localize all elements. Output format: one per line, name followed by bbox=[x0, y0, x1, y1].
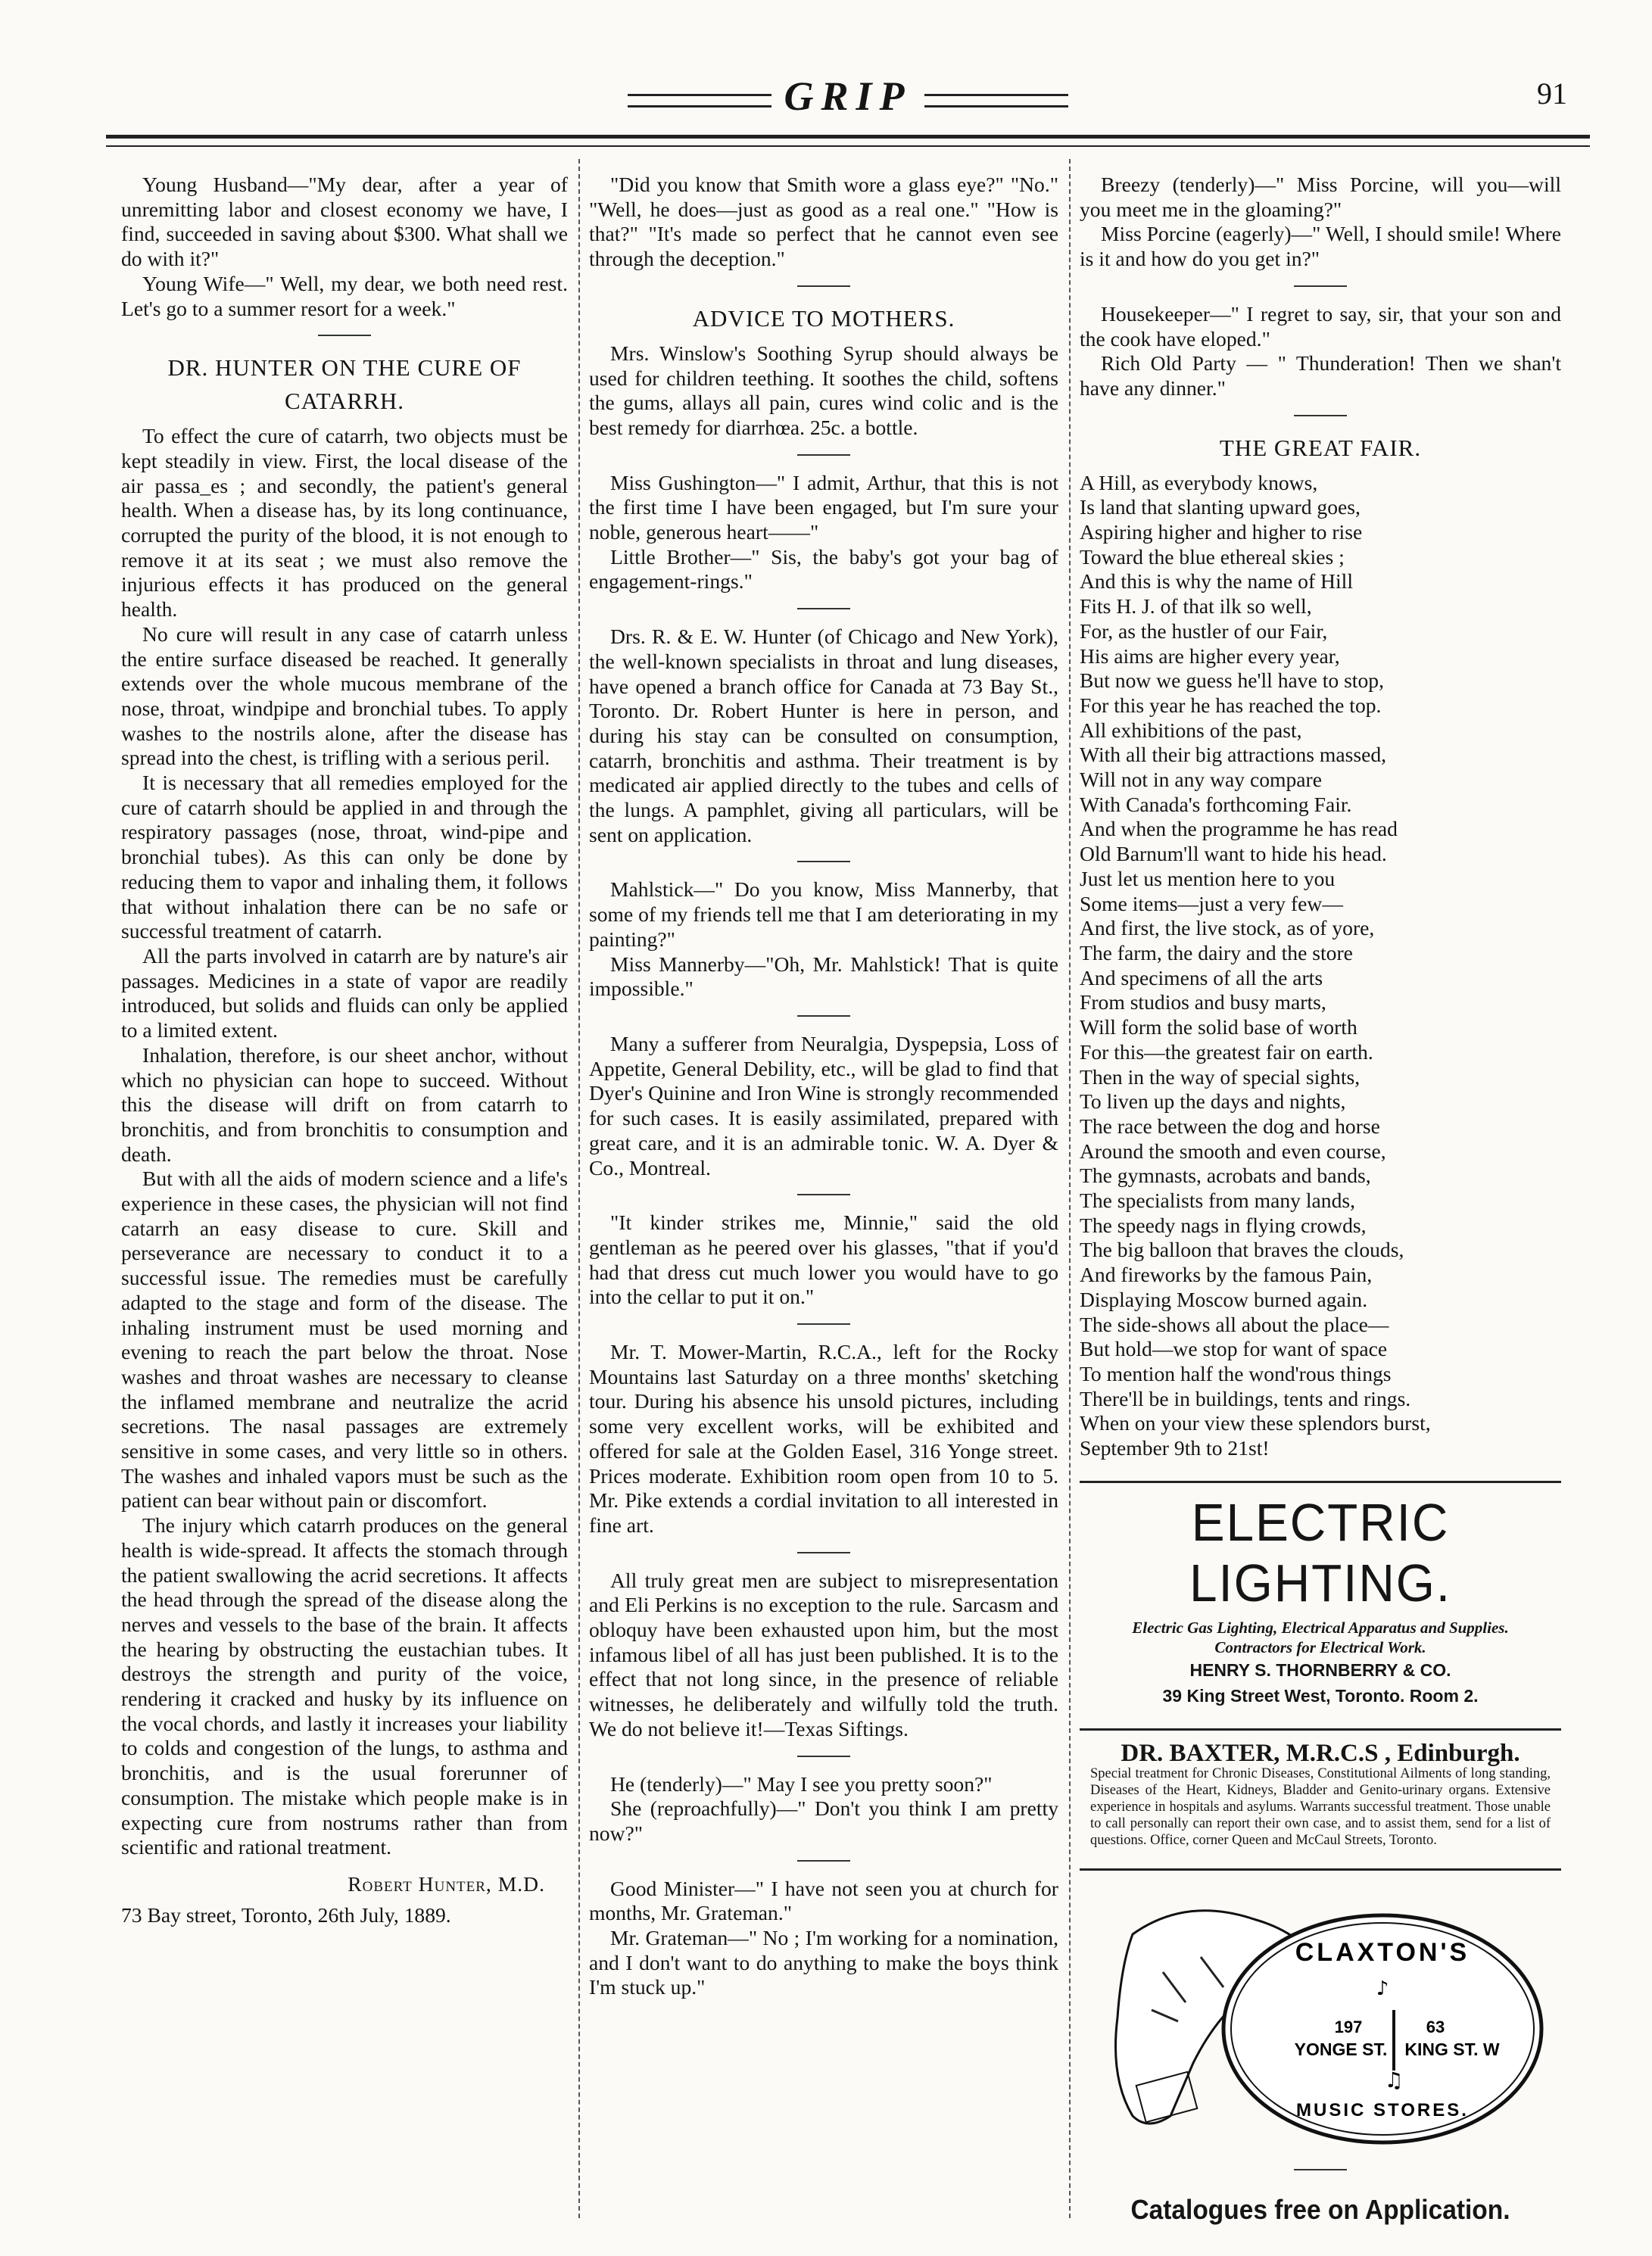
poem-line: For, as the hustler of our Fair, bbox=[1080, 619, 1328, 643]
masthead-title: GRIP bbox=[784, 73, 912, 119]
poem-line: Will form the solid base of worth bbox=[1080, 1015, 1357, 1039]
column-1 bbox=[121, 173, 568, 1927]
header-rule bbox=[106, 135, 1590, 147]
husband-wife-joke: Young Husband—"My dear, after a year of unremitting labor and closest economy we have, I find, succeeded in saving about $300. What shall we do with it?" bbox=[121, 173, 568, 271]
poem-line: The race between the dog and horse bbox=[1080, 1114, 1380, 1138]
article-paragraph: To effect the cure of catarrh, two objects must be kept steadily in view. First, the local disease of the air passa_es ; and secondly, the patient's general health. When a disease has, by its long continuance, corrupted the purity of the blood, it is not enough to remove it at its seat ; we must also remove the injurious effects it has produced on the general health. bbox=[121, 424, 568, 622]
housekeeper-joke: Housekeeper—" I regret to say, sir, that your son and the cook have eloped." bbox=[1080, 301, 1561, 351]
gushington-joke: Miss Gushington—" I admit, Arthur, that this is not the first time I have been engaged, but I'm sure your noble, generous heart——" bbox=[589, 470, 1058, 544]
page-header bbox=[106, 70, 1590, 123]
he-she-joke-reply: She (reproachfully)—" Don't you think I am pretty now?" bbox=[589, 1796, 1058, 1845]
poem-line: Fits H. J. of that ilk so well, bbox=[1080, 594, 1312, 619]
separator bbox=[1294, 415, 1347, 416]
poem-line: Aspiring higher and higher to rise bbox=[1080, 520, 1363, 544]
husband-wife-joke-reply: Young Wife—" Well, my dear, we both need rest. Let's go to a summer resort for a week." bbox=[121, 271, 568, 320]
poem-line: The specialists from many lands, bbox=[1080, 1189, 1356, 1213]
baxter-ad bbox=[1080, 1741, 1561, 1849]
article-paragraph: All the parts involved in catarrh are by nature's air passages. Medicines in a state of vapor are readily introduced, but solids and fluids can only be applied to a limited extent. bbox=[121, 943, 568, 1042]
poem-line: Will not in any way compare bbox=[1080, 768, 1322, 792]
ad-divider bbox=[1080, 1481, 1561, 1483]
poem-line: Old Barnum'll want to hide his head. bbox=[1080, 842, 1387, 866]
poem-line: Toward the blue ethereal skies ; bbox=[1080, 544, 1345, 569]
separator bbox=[318, 335, 371, 336]
poem-line: With Canada's forthcoming Fair. bbox=[1080, 792, 1352, 816]
article-heading-line2: CATARRH. bbox=[285, 388, 404, 415]
article-paragraph: But with all the aids of modern science and a life's experience in these cases, the physician will not find catarrh an easy disease to cure. Skill and perseverance are necessary to conduct it to a successful issue. The remedies must be carefully adapted to the stage and form of the disease. The inhaling instrument must be used morning and evening to reach the part below the throat. Nose washes and throat washes are necessary to cleanse the inflamed membrane and neutralize the acrid secretions. The nasal passages are extremely sensitive in some cases, and very little so in others. The washes and inhaled vapors must be such as the patient can bear without pain or discomfort. bbox=[121, 1167, 568, 1513]
claxton-name: CLAXTON'S bbox=[1295, 1938, 1470, 1968]
article-paragraph: The injury which catarrh produces on the general health is wide-spread. It affects the stomach through the patient swallowing the acrid secretions. It affects the head through the spread of the disease along the nerves and vessels to the base of the brain. It affects the hearing by obstructing the eustachian tubes. It destroys the strength and purity of the voice, rendering it cracked and husky by its influence on the vocal chords, and lastly it increases your liability to colds and congestion of the lungs, to asthma and bronchitis, and is the usual forerunner of consumption. The mistake which people make is in expecting cure from nostrums rather than from scientific and rational treatment. bbox=[121, 1513, 568, 1859]
poem-line: And first, the live stock, as of yore, bbox=[1080, 916, 1375, 940]
advice-heading: ADVICE TO MOTHERS. bbox=[692, 304, 955, 332]
ad-divider bbox=[1080, 1868, 1561, 1871]
poem-line: Just let us mention here to you bbox=[1080, 866, 1336, 890]
poem-line: And this is why the name of Hill bbox=[1080, 569, 1353, 594]
poem-line: September 9th to 21st! bbox=[1080, 1436, 1270, 1460]
page-number: 91 bbox=[1537, 76, 1567, 111]
poem-line: The big balloon that braves the clouds, bbox=[1080, 1238, 1404, 1262]
eli-perkins-item: All truly great men are subject to misrepresentation and Eli Perkins is no exception to the rule. Sarcasm and obloquy have been exhausted upon him, but the most infamous libel of all has just been published. It is to the effect that not long since, in the presence of reliable witnesses, he deliberately and wilfully told the truth. We do not believe it!—Texas Siftings. bbox=[589, 1568, 1058, 1740]
column-divider-1 bbox=[578, 159, 580, 2218]
claxton-catalogue: Catalogues free on Application. bbox=[1130, 2194, 1510, 2226]
poem-line: The gymnasts, acrobats and bands, bbox=[1080, 1164, 1371, 1188]
separator bbox=[797, 608, 850, 609]
electric-lighting-ad bbox=[1080, 1492, 1561, 1709]
hunter-notice: Drs. R. & E. W. Hunter (of Chicago and New York), the well-known specialists in throat and lung diseases, have opened a branch office for Canada at 73 Bay St., Toronto. Dr. Robert Hunter is here in person, and during his stay can be consulted on consumption, catarrh, bronchitis and asthma. Their treatment is by medicated air applied directly to the tubes and cells of the lungs. A pamphlet, giving all particulars, will be sent on application. bbox=[589, 625, 1058, 846]
poem-line: Is land that slanting upward goes, bbox=[1080, 495, 1361, 519]
winslow-ad: Mrs. Winslow's Soothing Syrup should always be used for children teething. It soothes the child, softens the gums, allays all pain, cures wind colic and is the best remedy for diarrhœa. 25c. a bottle. bbox=[589, 341, 1058, 439]
poem-line: Some items—just a very few— bbox=[1080, 891, 1343, 915]
yonge-street: YONGE ST. bbox=[1294, 2039, 1388, 2060]
king-street: KING ST. W bbox=[1404, 2039, 1500, 2060]
minister-joke-reply: Mr. Grateman—" No ; I'm working for a nomination, and I don't want to do anything to make the boys think I'm stuck up." bbox=[589, 1926, 1058, 1999]
article-heading-line1: DR. HUNTER ON THE CURE OF bbox=[167, 354, 522, 382]
poem-line: With all their big attractions massed, bbox=[1080, 743, 1387, 767]
mower-martin-notice: Mr. T. Mower-Martin, R.C.A., left for the Rocky Mountains last Saturday on a three months' sketching tour. During his absence his unsold pictures, including some very excellent works, will be exhibited and offered for sale at the Golden Easel, 316 Yonge street. Prices moderate. Exhibition room open from 10 to 5. Mr. Pike extends a cordial invitation to all interested in fine art. bbox=[589, 1340, 1058, 1537]
gushington-joke-reply: Little Brother—" Sis, the baby's got your bag of engagement-rings." bbox=[589, 544, 1058, 594]
poem-line: From studios and busy marts, bbox=[1080, 990, 1326, 1014]
separator bbox=[1294, 285, 1347, 287]
poem-line: And specimens of all the arts bbox=[1080, 965, 1323, 989]
poem bbox=[1080, 471, 1561, 1461]
poem-line: There'll be in buildings, tents and rings. bbox=[1080, 1386, 1411, 1410]
mahlstick-joke: Mahlstick—" Do you know, Miss Mannerby, that some of my friends tell me that I am deteriorating in my painting?" bbox=[589, 877, 1058, 951]
separator bbox=[797, 1552, 850, 1553]
poem-title: THE GREAT FAIR. bbox=[1219, 434, 1422, 461]
poem-line: Around the smooth and even course, bbox=[1080, 1139, 1386, 1163]
article-paragraph: Inhalation, therefore, is our sheet anchor, without which no physician can hope to succeed. Without this the disease will drift on from catarrh to bronchitis, and from bronchitis to consumption and death. bbox=[121, 1042, 568, 1166]
poem-line: For this—the greatest fair on earth. bbox=[1080, 1039, 1373, 1064]
lyre-icon: ♪ bbox=[1376, 1977, 1389, 2001]
music-icon: ♫ bbox=[1384, 2067, 1404, 2093]
poem-line: And when the programme he has read bbox=[1080, 817, 1398, 841]
article-signature: Robert Hunter, M.D. bbox=[348, 1872, 545, 1896]
poem-line: Then in the way of special sights, bbox=[1080, 1064, 1361, 1089]
electric-lighting-address: 39 King Street West, Toronto. Room 2. bbox=[1162, 1685, 1479, 1706]
poem-line: To liven up the days and nights, bbox=[1080, 1089, 1346, 1114]
poem-line: To mention half the wond'rous things bbox=[1080, 1361, 1392, 1385]
yonge-number: 197 bbox=[1334, 2018, 1363, 2037]
claxton-ad bbox=[1080, 1889, 1561, 2161]
electric-lighting-services: Electric Gas Lighting, Electrical Apparatus and Supplies. Contractors for Electrical Work. bbox=[1132, 1618, 1509, 1656]
separator bbox=[797, 1323, 850, 1325]
separator bbox=[797, 454, 850, 456]
he-she-joke: He (tenderly)—" May I see you pretty soon?" bbox=[610, 1771, 993, 1796]
poem-line: His aims are higher every year, bbox=[1080, 643, 1340, 668]
glass-eye-joke: "Did you know that Smith wore a glass eye?" "No." "Well, he does—just as good as a real one." "How is that?" "It's made so perfect that he cannot even see through the deception." bbox=[589, 173, 1058, 271]
minister-joke: Good Minister—" I have not seen you at church for months, Mr. Grateman." bbox=[589, 1876, 1058, 1925]
article-paragraph: It is necessary that all remedies employed for the cure of catarrh should be applied in and through the respiratory passages (nose, throat, wind-pipe and bronchial tubes). As this can only be done by reducing them to vapor and inhaling them, it follows that without inhalation there can be no safe or successful treatment of catarrh. bbox=[121, 771, 568, 943]
electric-lighting-title: ELECTRIC LIGHTING. bbox=[1189, 1492, 1451, 1613]
column-divider-2 bbox=[1069, 159, 1071, 2218]
housekeeper-joke-reply: Rich Old Party — " Thunderation! Then we shan't have any dinner." bbox=[1080, 351, 1561, 400]
poem-line: And fireworks by the famous Pain, bbox=[1080, 1263, 1373, 1287]
baxter-title: DR. BAXTER, M.R.C.S , Edinburgh. bbox=[1121, 1739, 1520, 1767]
poem-line: The speedy nags in flying crowds, bbox=[1080, 1213, 1367, 1237]
separator bbox=[797, 1860, 850, 1862]
masthead-rule-right bbox=[924, 94, 1068, 108]
porcine-joke: Breezy (tenderly)—" Miss Porcine, will you—will you meet me in the gloaming?" bbox=[1080, 173, 1561, 221]
claxton-illustration bbox=[1080, 1889, 1561, 2161]
poem-line: But hold—we stop for want of space bbox=[1080, 1337, 1388, 1361]
ad-divider bbox=[1080, 1728, 1561, 1731]
mahlstick-joke-reply: Miss Mannerby—"Oh, Mr. Mahlstick! That is quite impossible." bbox=[589, 952, 1058, 1001]
king-number: 63 bbox=[1426, 2018, 1445, 2037]
column-3 bbox=[1080, 173, 1561, 2226]
column-2 bbox=[589, 173, 1058, 2000]
article-dateline: 73 Bay street, Toronto, 26th July, 1889. bbox=[121, 1902, 451, 1927]
separator bbox=[797, 1015, 850, 1017]
minnie-joke: "It kinder strikes me, Minnie," said the old gentleman as he peered over his glasses, "that if you'd had that dress cut much lower you would have to go into the cellar to put it on." bbox=[589, 1211, 1058, 1309]
article-heading bbox=[121, 351, 568, 418]
dyer-ad: Many a sufferer from Neuralgia, Dyspepsia, Loss of Appetite, General Debility, etc., will be glad to find that Dyer's Quinine and Iron Wine is strongly recommended for such cases. It is easily assimilated, prepared with great care, and it is an admirable tonic. W. A. Dyer & Co., Montreal. bbox=[589, 1031, 1058, 1179]
poem-line: The farm, the dairy and the store bbox=[1080, 940, 1353, 964]
separator bbox=[797, 285, 850, 287]
separator bbox=[797, 861, 850, 862]
porcine-joke-reply: Miss Porcine (eagerly)—" Well, I should smile! Where is it and how do you get in?" bbox=[1080, 222, 1561, 271]
poem-line: A Hill, as everybody knows, bbox=[1080, 470, 1318, 494]
separator bbox=[1294, 2169, 1347, 2170]
separator bbox=[797, 1194, 850, 1195]
poem-line: For this year he has reached the top. bbox=[1080, 693, 1382, 717]
poem-line: But now we guess he'll have to stop, bbox=[1080, 668, 1384, 693]
poem-line: Displaying Moscow burned again. bbox=[1080, 1287, 1368, 1311]
baxter-body: Special treatment for Chronic Diseases, Constitutional Ailments of long standing, Diseases of the Heart, Kidneys, Bladder and Genito-urinary organs. Extensive experience in hospitals and asylums. Warrants successful treatment. Those unable to call personally can report their own case, and to assist them, send for a list of questions. Office, corner Queen and McCaul Streets, Toronto. bbox=[1090, 1766, 1551, 1849]
electric-lighting-company: HENRY S. THORNBERRY & CO. bbox=[1189, 1659, 1451, 1680]
poem-line: When on your view these splendors burst, bbox=[1080, 1411, 1431, 1435]
masthead-rule-left bbox=[628, 94, 771, 108]
separator bbox=[797, 1756, 850, 1757]
music-stores: MUSIC STORES. bbox=[1296, 2100, 1469, 2121]
masthead bbox=[106, 73, 1590, 120]
poem-line: The side-shows all about the place— bbox=[1080, 1312, 1389, 1336]
article-paragraph: No cure will result in any case of catarrh unless the entire surface diseased be reached. It generally extends over the whole mucous membrane of the nose, throat, windpipe and bronchial tubes. To apply washes to the nostrils alone, after the disease has spread into the chest, is trifling with a serious peril. bbox=[121, 622, 568, 770]
poem-line: All exhibitions of the past, bbox=[1080, 718, 1302, 742]
